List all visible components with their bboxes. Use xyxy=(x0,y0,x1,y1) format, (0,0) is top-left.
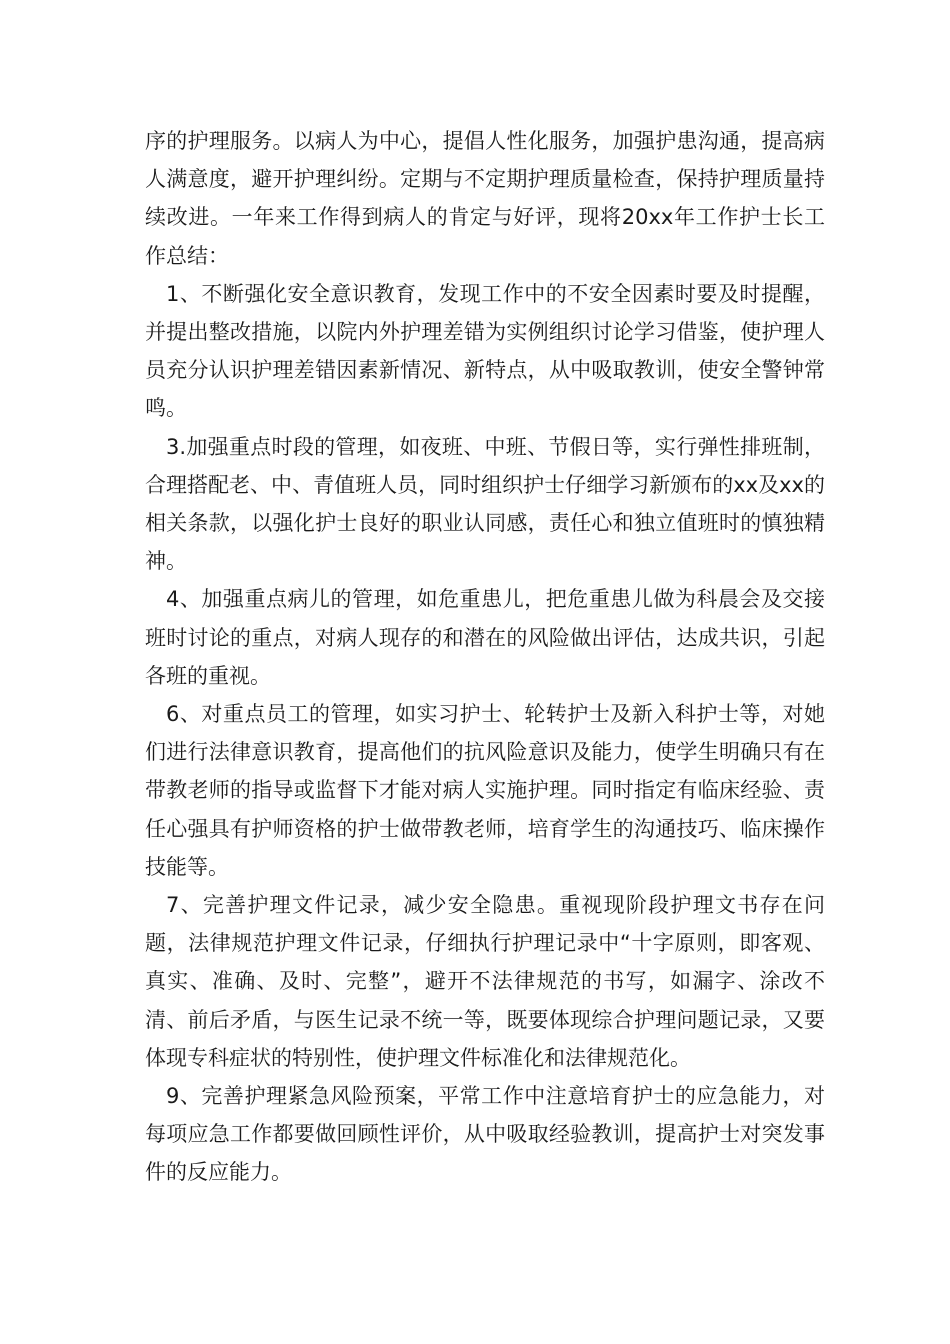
paragraph-item-7: 7、完善护理文件记录，减少安全隐患。重视现阶段护理文书存在问题，法律规范护理文件记录，仔细执行护理记录中“十字原则，即客观、真实、准确、及时、完整”，避开不法律规范的书写，如漏字、涂改不清、前后矛盾，与医生记录不统一等，既要体现综合护理问题记录，又要体现专科症状的特别性，使护理文件标准化和法律规范化。 xyxy=(145,893,825,1070)
paragraph-item-3: 3.加强重点时段的管理，如夜班、中班、节假日等，实行弹性排班制，合理搭配老、中、青值班人员，同时组织护士仔细学习新颁布的xx及xx的相关条款，以强化护士良好的职业认同感，责任心和独立值班时的慎独精神。 xyxy=(145,434,825,574)
paragraph-item-9: 9、完善护理紧急风险预案，平常工作中注意培育护士的应急能力，对每项应急工作都要做回顾性评价，从中吸取经验教训，提高护士对突发事件的反应能力。 xyxy=(145,1084,825,1185)
paragraph-intro: 序的护理服务。以病人为中心，提倡人性化服务，加强护患沟通，提高病人满意度，避开护理纠纷。定期与不定期护理质量检查，保持护理质量持续改进。一年来工作得到病人的肯定与好评，现将20xx年工作护士长工作总结： xyxy=(145,129,825,268)
paragraph-item-6: 6、对重点员工的管理，如实习护士、轮转护士及新入科护士等，对她们进行法律意识教育，提高他们的抗风险意识及能力，使学生明确只有在带教老师的指导或监督下才能对病人实施护理。同时指定有临床经验、责任心强具有护师资格的护士做带教老师，培育学生的沟通技巧、临床操作技能等。 xyxy=(145,702,825,879)
paragraph-item-4: 4、加强重点病儿的管理，如危重患儿，把危重患儿做为科晨会及交接班时讨论的重点，对病人现存的和潜在的风险做出评估，达成共识，引起各班的重视。 xyxy=(145,587,825,688)
document-body xyxy=(145,122,825,1192)
paragraph-item-1: 1、不断强化安全意识教育，发现工作中的不安全因素时要及时提醒，并提出整改措施，以院内外护理差错为实例组织讨论学习借鉴，使护理人员充分认识护理差错因素新情况、新特点，从中吸取教训，使安全警钟常鸣。 xyxy=(145,281,825,421)
